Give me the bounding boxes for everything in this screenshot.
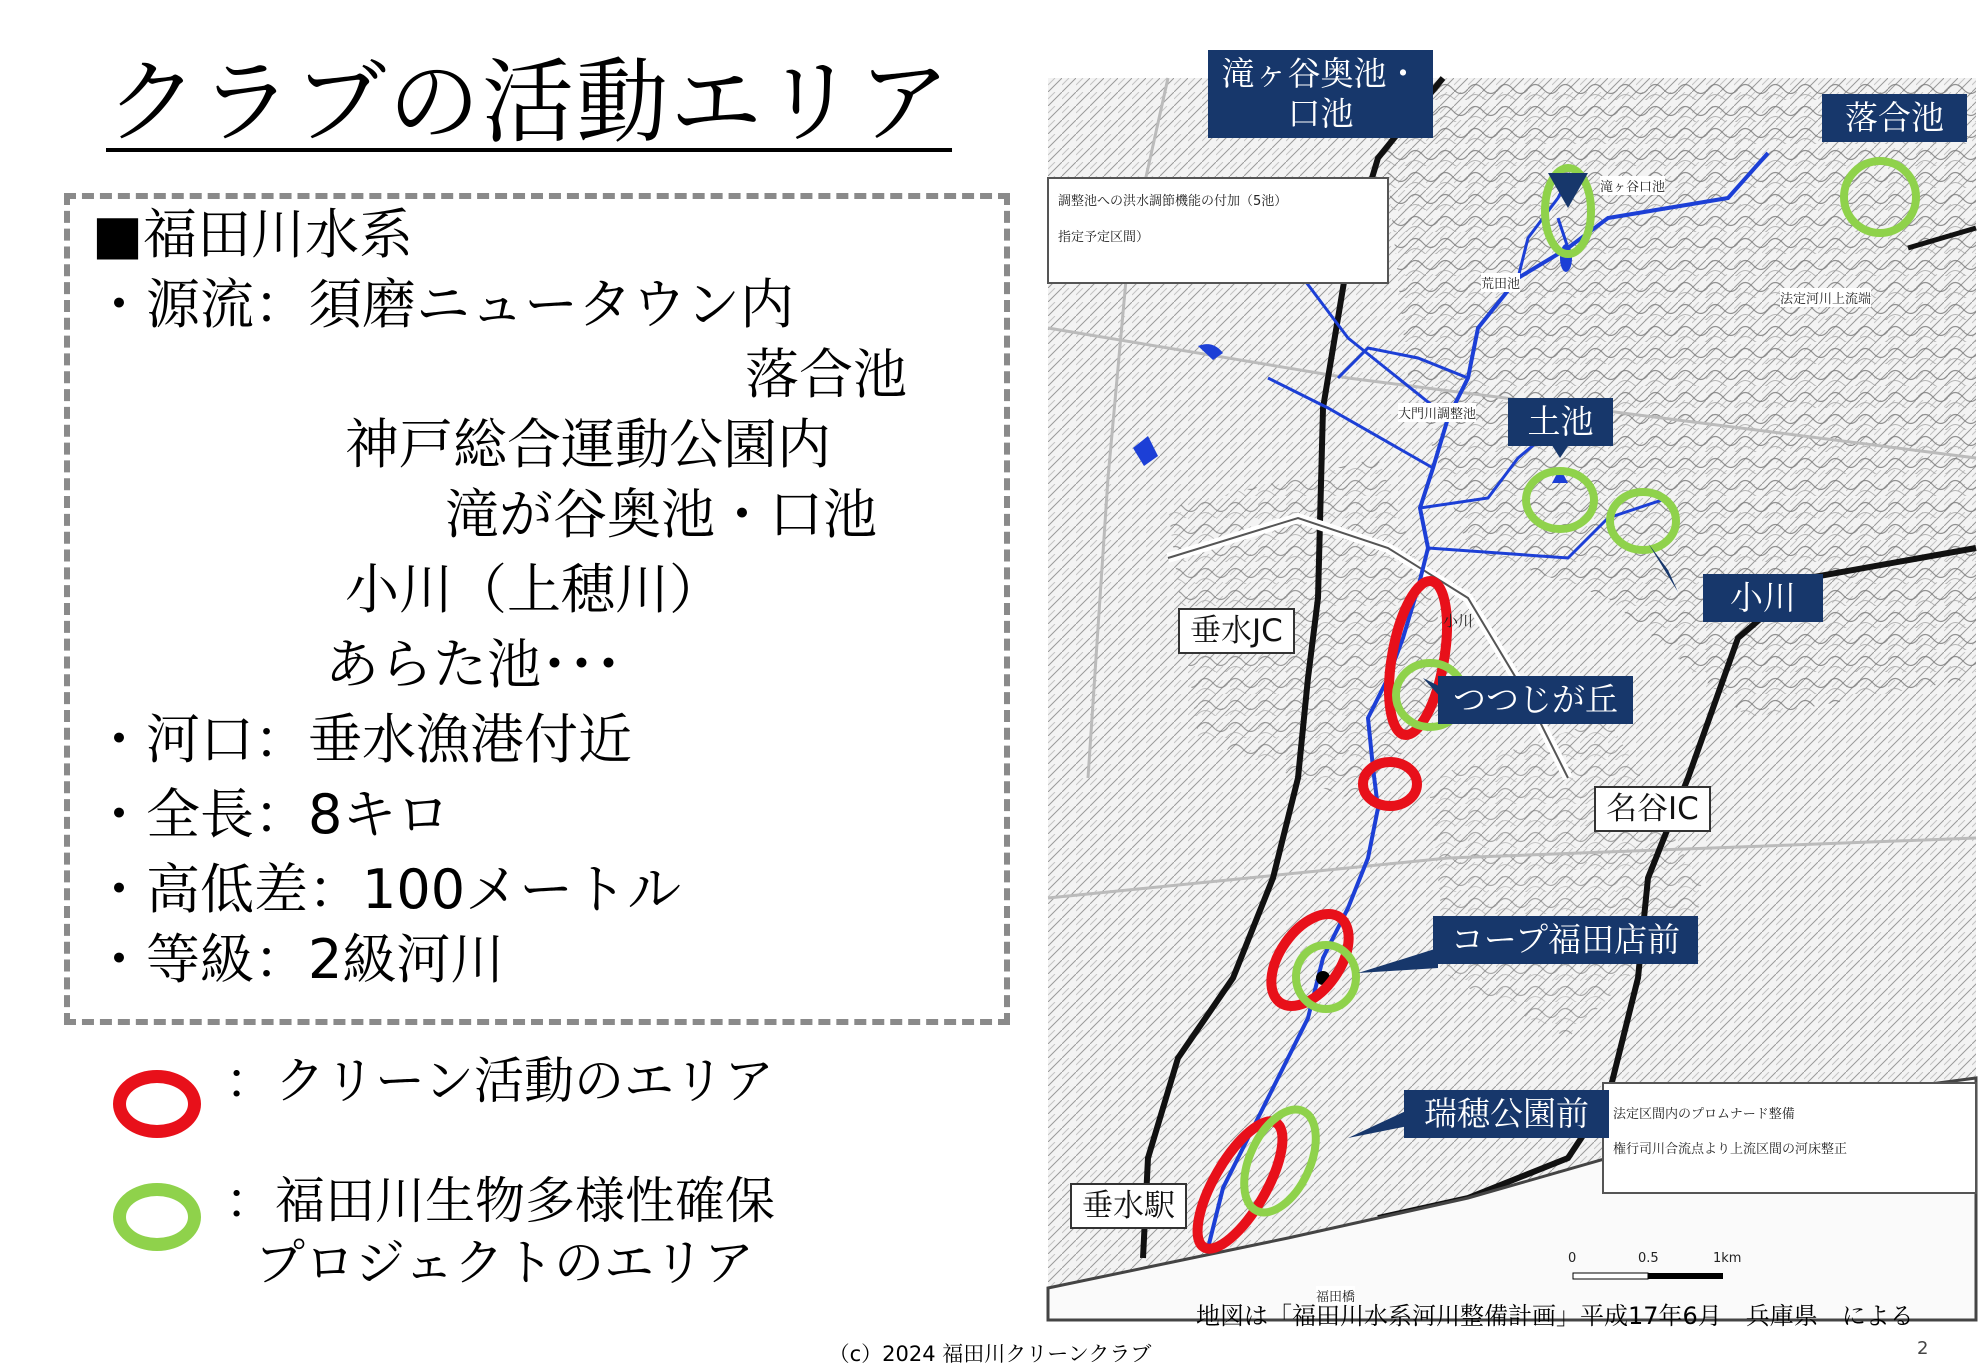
map-label-omiya: 大門川調整池 xyxy=(1398,403,1476,422)
info-line-arata: あらた池･･･ xyxy=(325,633,622,696)
callout-tsuchi: 土池 xyxy=(1508,398,1613,446)
info-line-mouth: ・河口：垂水漁港付近 xyxy=(92,708,632,771)
callout-ochiai: 落合池 xyxy=(1822,94,1967,142)
callout-ogawa: 小川 xyxy=(1703,574,1823,622)
info-line-elevation: ・高低差：100メートル xyxy=(92,858,682,921)
map-label-hotei: 法定河川上流端 xyxy=(1780,288,1871,307)
info-line-takigatani: 滝が谷奥池・口池 xyxy=(445,483,877,546)
map-label-takigatani-kuchi: 滝ヶ谷口池 xyxy=(1600,176,1665,195)
page-number: 2 xyxy=(1917,1338,1929,1359)
label-tarumi-jc: 垂水JC xyxy=(1178,608,1295,654)
info-line-ogawa: 小川（上穂川） xyxy=(345,558,723,621)
map-legend-text-1: 調整池への洪水調節機能の付加（5池） xyxy=(1058,194,1288,209)
scale-0: 0 xyxy=(1568,1251,1577,1266)
river-map xyxy=(1048,54,1976,1320)
info-line-length: ・全長：8キロ xyxy=(92,783,451,846)
scale-1km: 1km xyxy=(1713,1251,1742,1266)
map-label-ogawa-small: 小川 xyxy=(1443,612,1474,630)
footer-copyright: （c）2024 福田川クリーンクラブ xyxy=(828,1342,1152,1366)
map-bottom-legend-2: 権行司川合流点より上流区間の河床整正 xyxy=(1613,1142,1848,1157)
map-legend-text-2: 指定予定区間） xyxy=(1058,230,1150,245)
map-label-fukudabashi: 福田橋 xyxy=(1316,1286,1355,1305)
legend-green-ring-icon xyxy=(113,1183,201,1251)
callout-tsutsujigaoka: つつじが丘 xyxy=(1438,676,1633,724)
callout-takigatani-line2: 口池 xyxy=(1287,94,1354,133)
legend-green-label-2: プロジェクトのエリア xyxy=(255,1234,754,1292)
callout-mizuho: 瑞穂公園前 xyxy=(1404,1090,1609,1138)
callout-takigatani xyxy=(1208,50,1433,138)
info-line-source: ・源流：須磨ニュータウン内 xyxy=(92,273,794,336)
map-credit: 地図は「福田川水系河川整備計画」平成17年6月 兵庫県 による xyxy=(1196,1302,1914,1330)
info-line-park: 神戸総合運動公園内 xyxy=(345,413,831,476)
scale-05: 0.5 xyxy=(1638,1251,1659,1266)
slide-title: クラブの活動エリア xyxy=(106,49,953,156)
map-label-arata: 荒田池 xyxy=(1481,273,1520,292)
info-heading: ■福田川水系 xyxy=(92,203,414,266)
callout-takigatani-line1: 滝ヶ谷奥池・ xyxy=(1221,54,1420,93)
info-line-ochiai: 落合池 xyxy=(745,343,907,406)
legend-green-label-1: ：福田川生物多様性確保 xyxy=(225,1172,775,1230)
label-tarumi-station: 垂水駅 xyxy=(1070,1183,1187,1229)
label-myodani-ic: 名谷IC xyxy=(1594,786,1711,832)
legend-red-ring-icon xyxy=(113,1070,201,1138)
info-line-class: ・等級：2級河川 xyxy=(92,928,505,991)
callout-coop: コープ福田店前 xyxy=(1433,916,1698,964)
map-bottom-legend-1: 法定区間内のプロムナード整備 xyxy=(1613,1107,1795,1122)
legend-red-label: ：クリーン活動のエリア xyxy=(225,1052,774,1110)
